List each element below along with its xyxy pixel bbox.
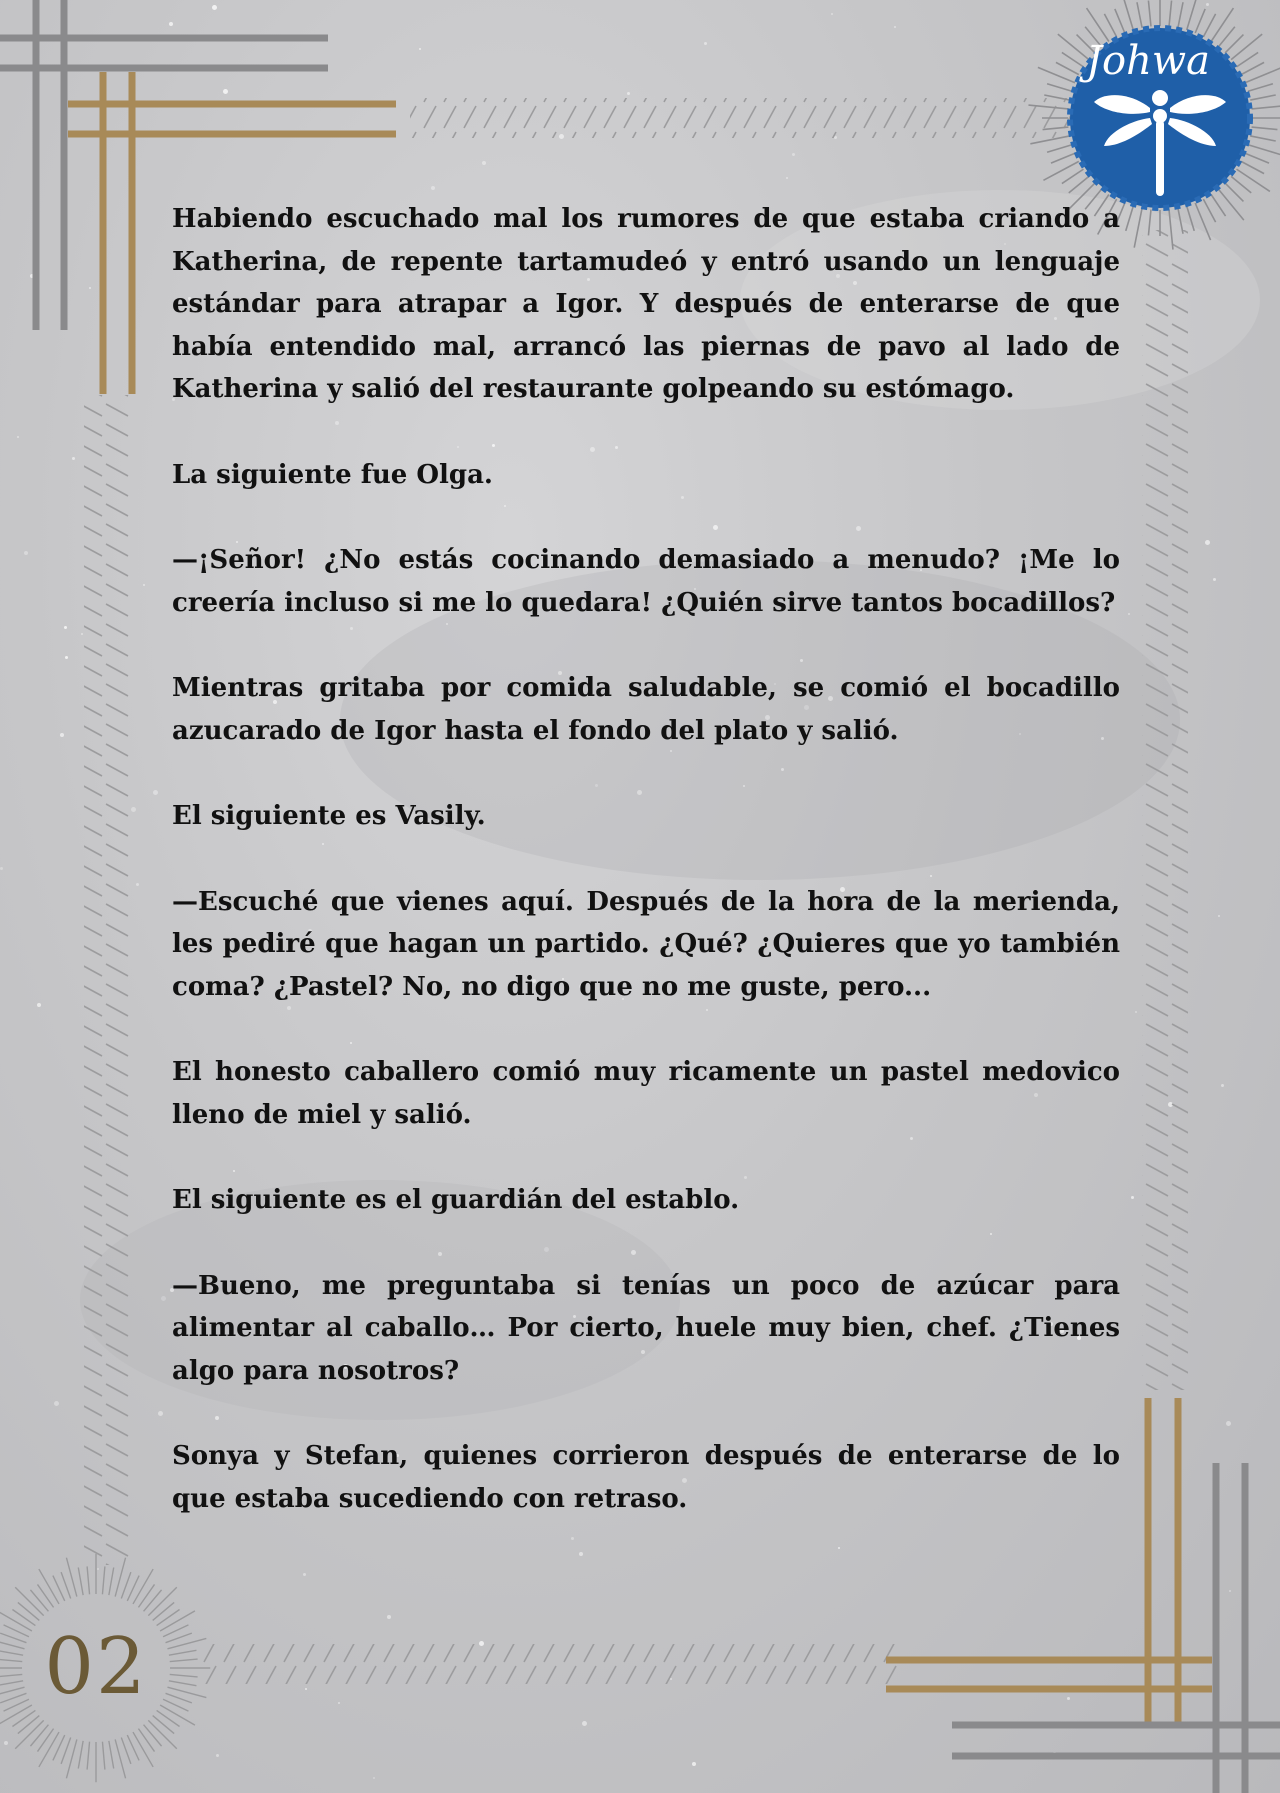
sunburst-ray: [1252, 127, 1278, 130]
paragraph: El honesto caballero comió muy ricamente un pastel medovico lleno de miel y salió.: [172, 1057, 1120, 1130]
sunburst-ray: [0, 1681, 23, 1686]
sunburst-ray: [1241, 161, 1264, 173]
sunburst-ray: [87, 1566, 89, 1594]
sunburst-ray: [1087, 8, 1109, 41]
sunburst-ray: [12, 1710, 35, 1726]
sunburst-ray: [138, 1584, 154, 1607]
paragraph: El siguiente es Vasily.: [172, 801, 486, 831]
sunburst-ray: [0, 1705, 32, 1725]
sunburst-ray: [1241, 62, 1264, 74]
sunburst-ray: [1250, 95, 1276, 100]
sunburst-ray: [121, 1572, 131, 1598]
sunburst-ray: [1218, 189, 1243, 220]
paragraph: —¡Señor! ¿No estás cocinando demasiado a menudo? ¡Me lo creería incluso si me lo quedara! ¿Quién sirve tantos bocadillos?: [172, 545, 1120, 618]
paragraph: La siguiente fue Olga.: [172, 459, 493, 490]
paragraph: —Bueno, me preguntaba si tenías un poco de azúcar para alimentar al caballo… Por cierto, huele muy bien, chef. ¿Tienes algo para nosotros?: [172, 1270, 1120, 1386]
hatch-border-bottom: [200, 1644, 900, 1684]
sunburst-ray: [169, 1650, 197, 1655]
sunburst-ray: [18, 1716, 39, 1734]
sunburst-ray: [1236, 169, 1269, 191]
logo-brand-text: Johwa: [1086, 38, 1210, 84]
sunburst-ray: [1236, 52, 1258, 66]
sunburst-ray: [170, 1659, 198, 1661]
paragraph: El siguiente es el guardián del establo.: [172, 1185, 740, 1215]
sunburst-ray: [61, 1738, 71, 1764]
sunburst-ray: [18, 1602, 39, 1620]
sunburst-ray: [166, 1633, 192, 1643]
sunburst-ray: [1043, 161, 1078, 180]
hatch-border-top: [410, 98, 1070, 138]
sunburst-ray: [1225, 35, 1243, 53]
sunburst-ray: [1148, 1, 1151, 27]
sunburst-ray: [1231, 176, 1251, 192]
sunburst-ray: [1225, 183, 1243, 201]
sunburst-ray: [133, 1569, 153, 1604]
sunburst-ray: [1122, 0, 1134, 30]
sunburst-ray: [1211, 194, 1225, 216]
sunburst-ray: [0, 1674, 22, 1676]
sunburst-ray: [153, 1716, 174, 1734]
sunburst-ray: [61, 1572, 71, 1598]
sunburst-ray: [1211, 8, 1233, 41]
sunburst-ray: [1231, 34, 1262, 59]
sunburst-ray: [102, 1742, 104, 1770]
sunburst-ray: [1245, 153, 1269, 163]
paragraph: Mientras gritaba por comida saludable, se comió el bocadillo azucarado de Igor hasta el fondo del plato y salió.: [172, 673, 1120, 746]
sunburst-ray: [1218, 27, 1234, 47]
sunburst-ray: [138, 1729, 154, 1752]
paragraph: Habiendo escuchado mal los rumores de que estaba criando a Katherina, de repente tartamudeó y entró usando un lenguaje estándar para atrapar a Igor. Y después de enterarse de que había entendido mal, arrancó las piernas de pavo al lado de Katherina y salió del restaurante golpeando su estómago.: [172, 204, 1120, 404]
sunburst-ray: [37, 1584, 53, 1607]
sunburst-ray: [1051, 153, 1075, 163]
sunburst-ray: [1104, 14, 1116, 37]
sunburst-ray: [144, 1590, 162, 1611]
sunburst-ray: [157, 1710, 180, 1726]
sunburst-ray: [78, 1741, 83, 1769]
sunburst-ray: [166, 1693, 192, 1703]
sunburst-ray: [0, 1659, 22, 1661]
sunburst-ray: [39, 1732, 59, 1767]
sunburst-ray: [102, 1566, 104, 1594]
page-number: 02: [44, 1622, 148, 1712]
sunburst-ray: [87, 1742, 89, 1770]
sunburst-ray: [157, 1609, 180, 1625]
sunburst-ray: [1203, 199, 1215, 222]
sunburst-ray: [160, 1705, 195, 1725]
sunburst-ray: [169, 1681, 197, 1686]
sunburst-ray: [12, 1609, 35, 1625]
sunburst-ray: [0, 1611, 32, 1631]
sunburst-ray: [121, 1738, 131, 1764]
hatch-border-left: [84, 395, 130, 1565]
sunburst-ray: [30, 1725, 48, 1746]
sunburst-ray: [160, 1611, 195, 1631]
sunburst-ray: [153, 1602, 174, 1620]
sunburst-ray: [170, 1674, 198, 1676]
sunburst-ray: [1250, 136, 1276, 141]
sunburst-ray: [78, 1568, 83, 1596]
sunburst-ray: [1137, 2, 1142, 28]
sunburst-ray: [1047, 145, 1072, 153]
sunburst-ray: [1252, 105, 1280, 109]
sunburst-ray: [109, 1568, 114, 1596]
sunburst-ray: [1056, 62, 1079, 74]
body-text: [172, 198, 1120, 1563]
sunburst-ray: [1248, 145, 1280, 157]
sunburst-ray: [37, 1729, 53, 1752]
sunburst-ray: [1187, 0, 1199, 30]
sunburst-ray: [133, 1732, 153, 1767]
sunburst-ray: [1203, 14, 1215, 37]
sunburst-ray: [1047, 84, 1072, 92]
sunburst-ray: [1178, 2, 1183, 28]
hatch-border-right: [1142, 230, 1188, 1390]
sunburst-ray: [0, 1650, 23, 1655]
sunburst-ray: [1248, 84, 1273, 92]
sunburst-ray: [1069, 176, 1089, 192]
sunburst-ray: [0, 1633, 26, 1643]
sunburst-ray: [1195, 9, 1205, 33]
sunburst-ray: [1169, 1, 1172, 27]
sunburst-ray: [0, 1693, 26, 1703]
sunburst-ray: [39, 1569, 59, 1604]
sunburst-ray: [109, 1741, 114, 1769]
sunburst-ray: [144, 1725, 162, 1746]
paragraph: Sonya y Stefan, quienes corrieron después de enterarse de lo que estaba sucediendo con retraso.: [172, 1441, 1120, 1514]
sunburst-ray: [30, 1590, 48, 1611]
sunburst-ray: [1062, 169, 1084, 183]
paragraph: —Escuché que vienes aquí. Después de la hora de la merienda, les pediré que hagan un partido. ¿Qué? ¿Quieres que yo también coma? ¿Pastel? No, no digo que no me guste, pero...: [172, 886, 1120, 1002]
sunburst-ray: [1115, 9, 1125, 33]
